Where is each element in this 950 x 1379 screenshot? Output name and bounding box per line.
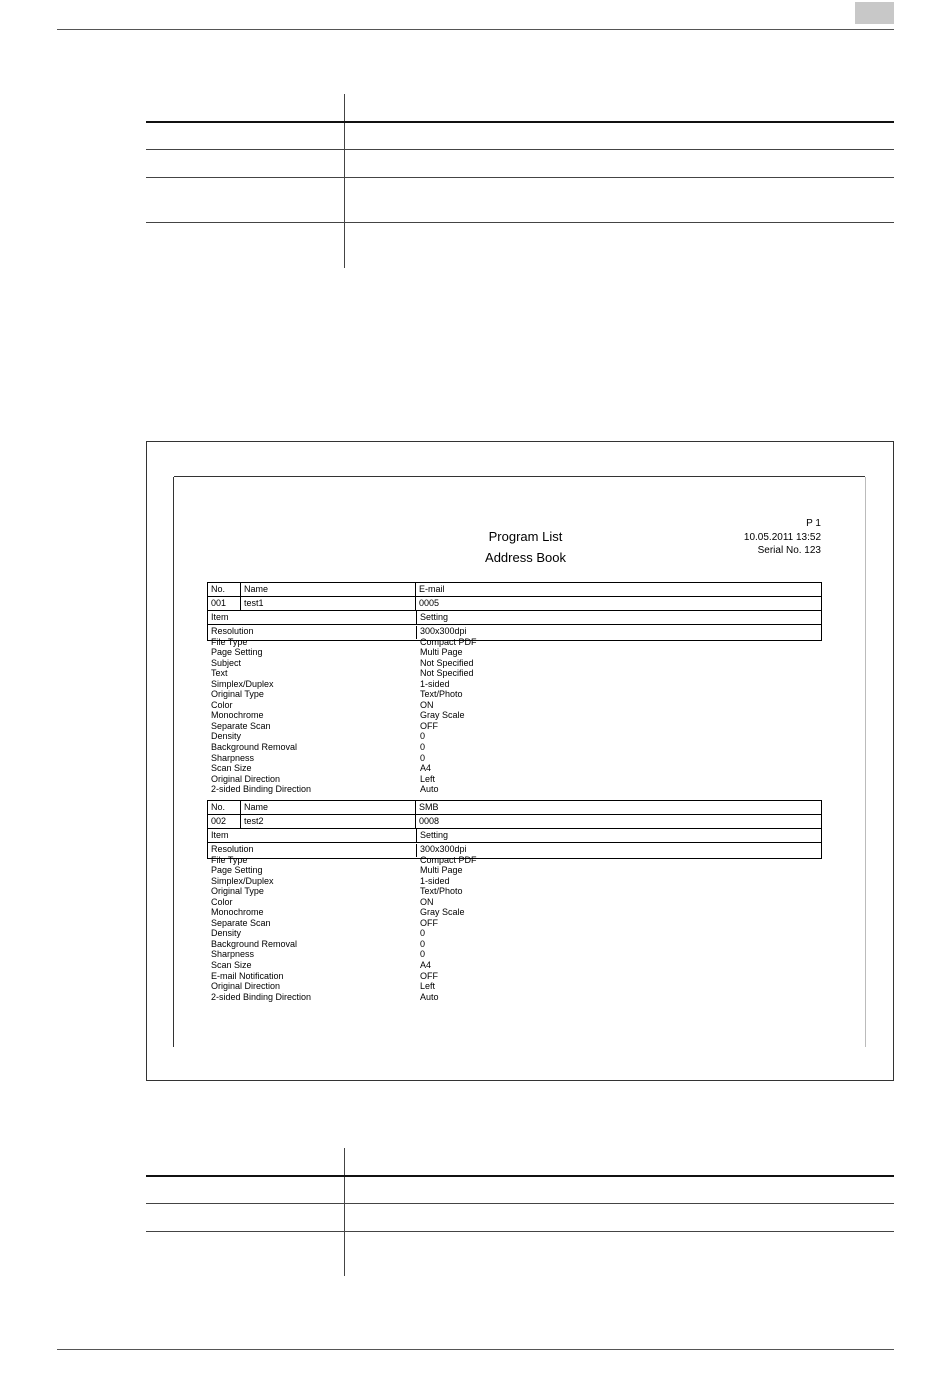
setting-value: 0 (420, 928, 426, 939)
setting-value: OFF (420, 720, 438, 731)
setting-item: File Type (211, 854, 248, 865)
setting-item: Original Direction (211, 981, 281, 992)
setting-value: ON (420, 896, 434, 907)
report-page-number: P 1 (806, 518, 821, 529)
setting-value: ON (420, 699, 434, 710)
setting-item: Original Direction (211, 773, 281, 784)
header-no: No. (208, 583, 241, 596)
bottom-description-table (146, 1148, 894, 1276)
page-tab (855, 2, 894, 24)
item-header: Item (208, 611, 417, 624)
setting-value: Auto (420, 991, 439, 1002)
settings-values (417, 844, 821, 1002)
header-no: No. (208, 801, 241, 814)
setting-value: Not Specified (420, 668, 474, 679)
setting-value: 300x300dpi (420, 844, 467, 854)
entry-value-row (208, 597, 821, 611)
setting-value: A4 (420, 763, 432, 774)
setting-value: Gray Scale (420, 907, 465, 918)
setting-value: 300x300dpi (420, 626, 467, 636)
setting-value: 0 (420, 938, 426, 949)
table-row-rule (146, 149, 894, 150)
footer-rule (57, 1349, 894, 1350)
setting-value: 1-sided (420, 678, 450, 689)
setting-value: 0 (420, 949, 426, 960)
setting-item: Separate Scan (211, 720, 271, 731)
setting-value: Left (420, 773, 436, 784)
setting-item: Density (211, 731, 242, 742)
setting-item: Page Setting (211, 647, 263, 658)
table-column-divider (344, 1148, 345, 1276)
entry-name: test2 (241, 815, 416, 828)
entry-value-row (208, 815, 821, 829)
setting-item: Color (211, 896, 233, 907)
item-header-row (208, 829, 821, 843)
setting-item: Monochrome (211, 907, 264, 918)
setting-value: Text/Photo (420, 689, 463, 700)
setting-item: Density (211, 928, 242, 939)
header-name: Name (241, 583, 416, 596)
setting-value: A4 (420, 960, 432, 971)
setting-value: Multi Page (420, 647, 463, 658)
report-datetime: 10.05.2011 13:52 (743, 531, 821, 543)
header-destination: SMB (419, 802, 439, 812)
table-row-rule (146, 1203, 894, 1204)
setting-value: Gray Scale (420, 710, 465, 721)
setting-value: Compact PDF (420, 636, 477, 647)
entry-number: 002 (208, 815, 241, 828)
settings-block (208, 625, 821, 795)
table-header-rule (146, 1175, 894, 1177)
report-title: Program List (488, 529, 563, 544)
setting-item: 2-sided Binding Direction (211, 991, 312, 1002)
address-entry (207, 582, 822, 795)
setting-item: Scan Size (211, 960, 252, 971)
setting-item: E-mail Notification (211, 970, 284, 981)
setting-value: 0 (420, 731, 426, 742)
setting-header: Setting (420, 612, 449, 622)
setting-value: Auto (420, 784, 439, 795)
setting-item: 2-sided Binding Direction (211, 784, 312, 795)
entry-number: 001 (208, 597, 241, 610)
setting-item: Separate Scan (211, 917, 271, 928)
header-destination: E-mail (419, 584, 445, 594)
setting-item: Original Type (211, 689, 264, 700)
setting-value: Left (420, 981, 436, 992)
top-description-table (146, 94, 894, 268)
setting-item: Scan Size (211, 763, 252, 774)
setting-item: Sharpness (211, 949, 255, 960)
setting-value: Text/Photo (420, 886, 463, 897)
entry-header-row (208, 801, 821, 815)
setting-value: Not Specified (420, 657, 474, 668)
setting-item: Sharpness (211, 752, 255, 763)
table-row-rule (146, 222, 894, 223)
table-row-rule (146, 177, 894, 178)
settings-values (417, 626, 821, 795)
entry-destination: 0008 (419, 816, 440, 826)
table-header-rule (146, 121, 894, 123)
setting-value: OFF (420, 917, 438, 928)
setting-value: 0 (420, 742, 426, 753)
setting-value: OFF (420, 970, 438, 981)
setting-item: Page Setting (211, 865, 263, 876)
setting-item: Text (211, 668, 228, 679)
setting-item: Simplex/Duplex (211, 875, 274, 886)
setting-item: Resolution (211, 844, 254, 854)
setting-header: Setting (420, 830, 449, 840)
settings-items (208, 626, 417, 795)
setting-item: Resolution (211, 626, 254, 636)
setting-item: Background Removal (211, 742, 298, 753)
report-serial: Serial No. 123 (757, 545, 821, 556)
header-name: Name (241, 801, 416, 814)
setting-value: 1-sided (420, 875, 450, 886)
settings-items (208, 844, 417, 1002)
setting-value: Compact PDF (420, 854, 477, 865)
table-row-rule (146, 1231, 894, 1232)
report-subtitle: Address Book (485, 550, 566, 565)
setting-item: Original Type (211, 886, 264, 897)
report-sheet (174, 476, 865, 1047)
setting-item: Color (211, 699, 233, 710)
setting-item: Simplex/Duplex (211, 678, 274, 689)
setting-item: Background Removal (211, 938, 298, 949)
item-header-row (208, 611, 821, 625)
entry-header-row (208, 583, 821, 597)
setting-value: 0 (420, 752, 426, 763)
entry-destination: 0005 (419, 598, 440, 608)
item-header: Item (208, 829, 417, 842)
setting-value: Multi Page (420, 865, 463, 876)
address-entry (207, 800, 822, 1002)
entry-name: test1 (241, 597, 416, 610)
setting-item: Monochrome (211, 710, 264, 721)
setting-item: Subject (211, 657, 242, 668)
header-rule (57, 29, 894, 30)
settings-block (208, 843, 821, 1002)
setting-item: File Type (211, 636, 248, 647)
